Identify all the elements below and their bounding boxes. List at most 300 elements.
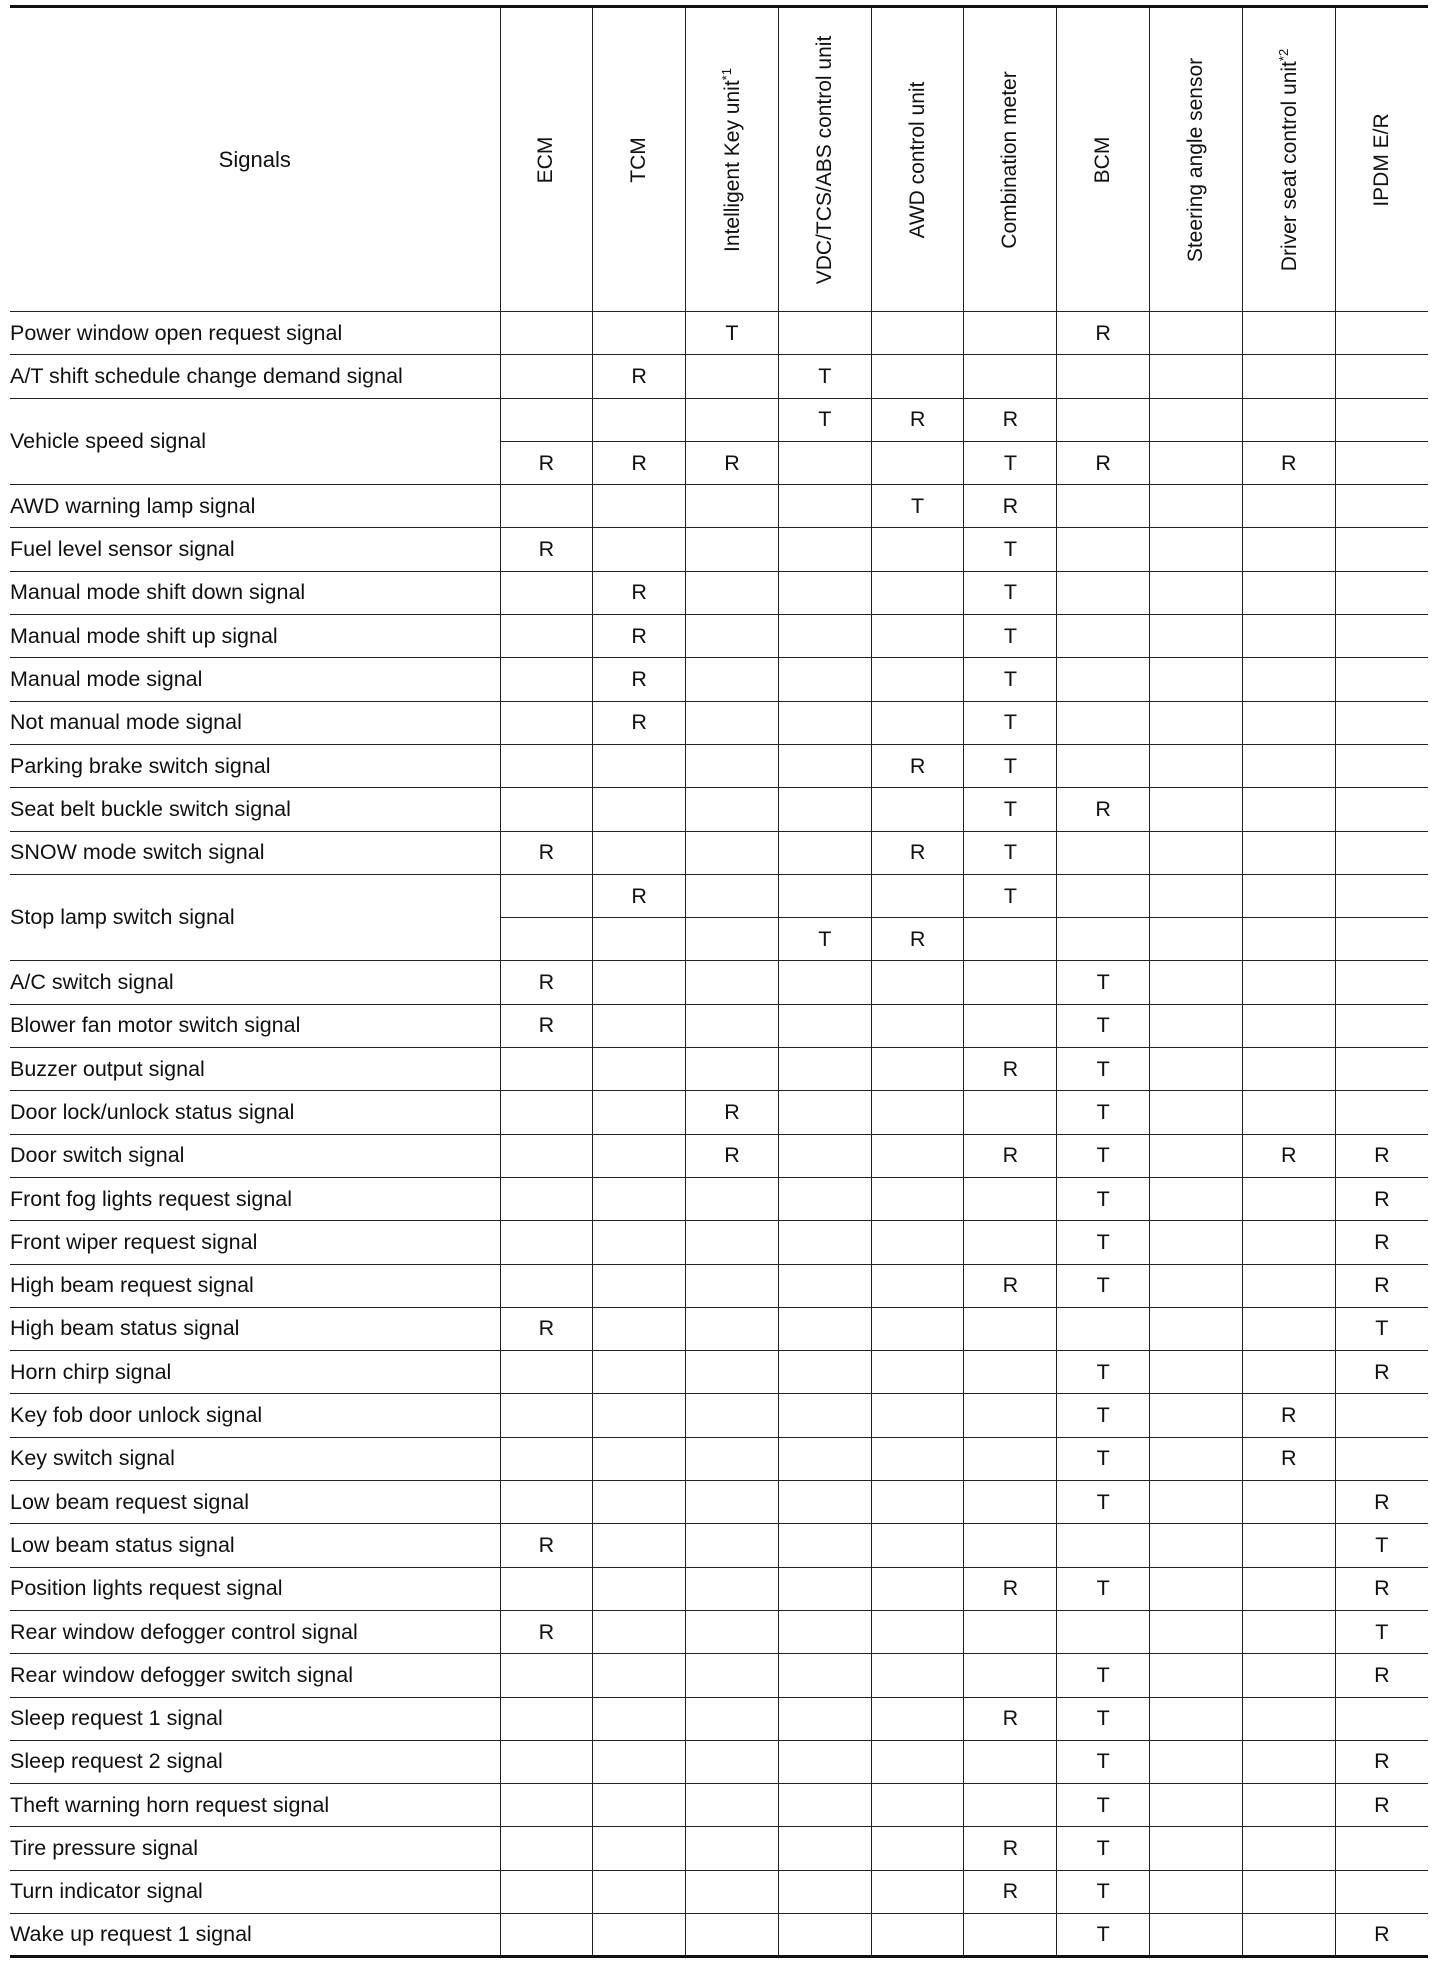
table-row	[10, 1481, 1428, 1524]
table-row	[10, 744, 1428, 787]
signal-cell: R	[1335, 1134, 1428, 1177]
signal-cell	[1335, 441, 1428, 484]
signal-cell	[778, 1654, 871, 1697]
signal-cell	[1242, 1307, 1335, 1350]
signal-cell	[1242, 615, 1335, 658]
signal-cell	[686, 1913, 779, 1956]
signal-cell: T	[964, 528, 1057, 571]
signal-cell	[500, 1654, 593, 1697]
signal-cell	[686, 831, 779, 874]
signal-cell	[871, 788, 964, 831]
signal-cell	[593, 918, 686, 961]
signal-cell	[593, 398, 686, 441]
signal-cell	[593, 1134, 686, 1177]
signal-cell	[964, 1091, 1057, 1134]
signal-cell	[871, 1784, 964, 1827]
signal-cell	[778, 1481, 871, 1524]
signal-cell	[593, 1740, 686, 1783]
signal-cell	[1150, 528, 1243, 571]
unit-name: AWD control unit	[905, 81, 929, 238]
signal-cell	[593, 1654, 686, 1697]
signal-cell	[1242, 831, 1335, 874]
signal-cell	[871, 1004, 964, 1047]
signal-cell	[871, 441, 964, 484]
signal-cell	[1150, 701, 1243, 744]
header-row	[10, 7, 1428, 312]
table-row	[10, 831, 1428, 874]
table-row	[10, 1351, 1428, 1394]
signal-cell: R	[1335, 1264, 1428, 1307]
signal-name: Buzzer output signal	[10, 1048, 500, 1091]
signal-cell	[778, 1177, 871, 1220]
signal-name: Theft warning horn request signal	[10, 1784, 500, 1827]
signal-name: Key fob door unlock signal	[10, 1394, 500, 1437]
signal-cell	[964, 1221, 1057, 1264]
signal-cell	[1242, 1004, 1335, 1047]
table-row	[10, 1437, 1428, 1480]
signal-cell	[778, 1394, 871, 1437]
signal-cell	[1335, 1048, 1428, 1091]
signal-cell: R	[593, 701, 686, 744]
unit-header	[871, 7, 964, 312]
signal-cell: R	[871, 744, 964, 787]
signal-cell: T	[1057, 1827, 1150, 1870]
signal-cell	[1150, 1177, 1243, 1220]
signal-cell: R	[686, 441, 779, 484]
signal-cell	[778, 485, 871, 528]
signal-name: Parking brake switch signal	[10, 744, 500, 787]
signal-cell	[1335, 961, 1428, 1004]
signal-cell: R	[500, 961, 593, 1004]
signal-cell	[964, 1913, 1057, 1956]
signal-cell	[1335, 658, 1428, 701]
signal-cell	[1242, 312, 1335, 355]
signal-cell	[1335, 1697, 1428, 1740]
signal-name: Not manual mode signal	[10, 701, 500, 744]
signal-cell	[871, 1697, 964, 1740]
signal-cell	[1150, 1394, 1243, 1437]
can-signal-table	[10, 5, 1428, 1958]
signal-name: Seat belt buckle switch signal	[10, 788, 500, 831]
signal-cell	[686, 1567, 779, 1610]
unit-name: Intelligent Key unit	[720, 79, 744, 252]
signal-cell	[1242, 701, 1335, 744]
signal-cell	[1150, 1307, 1243, 1350]
table-row	[10, 1394, 1428, 1437]
signal-name: Door lock/unlock status signal	[10, 1091, 500, 1134]
signal-cell	[1150, 1351, 1243, 1394]
unit-header	[500, 7, 593, 312]
signal-cell	[1242, 961, 1335, 1004]
signal-cell: T	[1057, 1437, 1150, 1480]
signal-cell	[1335, 398, 1428, 441]
table-row	[10, 485, 1428, 528]
unit-name: TCM	[627, 136, 651, 183]
signal-name: Front wiper request signal	[10, 1221, 500, 1264]
footnote-marker: *1	[718, 67, 734, 80]
signal-cell	[871, 1048, 964, 1091]
signal-cell	[778, 312, 871, 355]
signal-cell	[1335, 355, 1428, 398]
signal-name: Rear window defogger switch signal	[10, 1654, 500, 1697]
signal-cell	[871, 1610, 964, 1653]
signal-cell: R	[1242, 1437, 1335, 1480]
signal-cell: R	[964, 398, 1057, 441]
signal-cell	[1057, 658, 1150, 701]
signal-cell	[778, 1004, 871, 1047]
signal-cell	[871, 1437, 964, 1480]
table-row	[10, 1307, 1428, 1350]
signal-cell	[871, 1351, 964, 1394]
signal-cell	[1150, 1740, 1243, 1783]
signal-cell	[871, 1177, 964, 1220]
table-row	[10, 1221, 1428, 1264]
table-row	[10, 1004, 1428, 1047]
signal-cell	[686, 615, 779, 658]
signal-cell: T	[1057, 1221, 1150, 1264]
signal-name: Manual mode signal	[10, 658, 500, 701]
signal-cell	[1150, 918, 1243, 961]
signal-cell: R	[1335, 1351, 1428, 1394]
signal-cell	[778, 658, 871, 701]
signal-cell	[1150, 1134, 1243, 1177]
table-row	[10, 874, 1428, 917]
signal-cell	[871, 1870, 964, 1913]
signal-cell: R	[593, 441, 686, 484]
signal-cell	[871, 1264, 964, 1307]
signal-cell	[686, 1784, 779, 1827]
signal-cell	[778, 571, 871, 614]
signal-cell	[778, 1567, 871, 1610]
signal-cell: T	[871, 485, 964, 528]
signal-cell	[778, 1307, 871, 1350]
signal-cell	[1335, 918, 1428, 961]
signal-cell: R	[593, 571, 686, 614]
signal-cell	[593, 1437, 686, 1480]
signal-cell	[686, 788, 779, 831]
signal-cell	[1057, 918, 1150, 961]
signal-cell	[778, 615, 871, 658]
signal-cell	[964, 312, 1057, 355]
signal-cell	[778, 1437, 871, 1480]
signal-cell	[500, 701, 593, 744]
signal-cell	[871, 1827, 964, 1870]
signal-cell	[1242, 1264, 1335, 1307]
table-row	[10, 355, 1428, 398]
signal-cell	[1335, 788, 1428, 831]
signal-cell	[778, 1913, 871, 1956]
signal-cell	[1150, 1567, 1243, 1610]
unit-header-label	[719, 68, 745, 252]
signal-cell	[778, 1524, 871, 1567]
signal-cell	[1335, 1870, 1428, 1913]
signal-cell	[964, 1524, 1057, 1567]
signal-cell: R	[1335, 1481, 1428, 1524]
signal-cell	[1242, 1740, 1335, 1783]
signal-cell	[1150, 1437, 1243, 1480]
signal-cell	[593, 1481, 686, 1524]
signal-cell	[1150, 1221, 1243, 1264]
signal-cell	[593, 961, 686, 1004]
footnote-marker: *2	[1275, 48, 1291, 61]
signal-cell	[1242, 1654, 1335, 1697]
signal-cell: T	[1057, 1740, 1150, 1783]
signal-cell	[1242, 874, 1335, 917]
unit-header	[778, 7, 871, 312]
table-row	[10, 571, 1428, 614]
signal-cell	[1057, 528, 1150, 571]
signal-cell	[1242, 1784, 1335, 1827]
signal-cell	[500, 1784, 593, 1827]
unit-header-label	[1091, 136, 1115, 183]
signal-cell	[1242, 788, 1335, 831]
table-row	[10, 1091, 1428, 1134]
signal-cell: T	[964, 788, 1057, 831]
signal-cell	[778, 1091, 871, 1134]
signal-cell	[964, 961, 1057, 1004]
signal-cell	[1150, 874, 1243, 917]
signal-cell	[871, 701, 964, 744]
signal-cell: R	[500, 528, 593, 571]
table-row	[10, 1697, 1428, 1740]
signal-cell: T	[1335, 1307, 1428, 1350]
signal-cell	[500, 1177, 593, 1220]
unit-header	[1150, 7, 1243, 312]
unit-header	[1335, 7, 1428, 312]
signal-name: Manual mode shift down signal	[10, 571, 500, 614]
signal-cell	[593, 1004, 686, 1047]
signal-cell	[686, 1654, 779, 1697]
signal-name: SNOW mode switch signal	[10, 831, 500, 874]
unit-header-label	[1370, 113, 1394, 206]
table-row	[10, 658, 1428, 701]
signal-cell	[500, 1134, 593, 1177]
unit-header	[593, 7, 686, 312]
signal-cell: T	[964, 615, 1057, 658]
unit-name: BCM	[1091, 136, 1115, 183]
signal-cell	[1057, 355, 1150, 398]
signal-cell	[1242, 1048, 1335, 1091]
signal-cell: R	[500, 1307, 593, 1350]
signal-cell	[1335, 312, 1428, 355]
signal-cell	[500, 1221, 593, 1264]
signal-cell	[778, 961, 871, 1004]
signal-cell: T	[964, 658, 1057, 701]
table-row	[10, 1567, 1428, 1610]
signal-cell	[1335, 831, 1428, 874]
signal-cell: T	[1057, 1481, 1150, 1524]
signal-cell	[500, 1913, 593, 1956]
signal-cell: T	[1057, 1048, 1150, 1091]
signal-cell	[686, 571, 779, 614]
signal-cell	[871, 1654, 964, 1697]
signal-cell: R	[593, 355, 686, 398]
signal-cell	[1242, 485, 1335, 528]
signal-cell	[686, 355, 779, 398]
signal-cell	[593, 1827, 686, 1870]
signal-cell: T	[1057, 1870, 1150, 1913]
signal-name: Rear window defogger control signal	[10, 1610, 500, 1653]
signal-cell: R	[964, 1048, 1057, 1091]
signal-cell	[778, 1264, 871, 1307]
signal-cell	[500, 918, 593, 961]
signal-cell	[1057, 485, 1150, 528]
signal-cell	[593, 1913, 686, 1956]
signal-cell	[1335, 485, 1428, 528]
signal-name: Power window open request signal	[10, 312, 500, 355]
signal-cell: T	[1057, 1697, 1150, 1740]
table-row	[10, 1524, 1428, 1567]
signal-cell	[686, 1697, 779, 1740]
signal-cell	[871, 1134, 964, 1177]
signal-cell	[686, 1610, 779, 1653]
signal-cell	[1242, 1481, 1335, 1524]
signal-cell: R	[1242, 441, 1335, 484]
signal-cell	[1150, 1870, 1243, 1913]
signal-cell	[1335, 615, 1428, 658]
signal-cell: T	[964, 874, 1057, 917]
signal-cell	[686, 528, 779, 571]
signal-cell: R	[686, 1091, 779, 1134]
signal-cell: T	[1057, 1004, 1150, 1047]
signal-cell: R	[1335, 1177, 1428, 1220]
signal-cell	[778, 1610, 871, 1653]
signal-cell	[686, 1524, 779, 1567]
unit-name: Combination meter	[998, 70, 1022, 249]
signal-cell	[500, 1351, 593, 1394]
signal-cell	[964, 1437, 1057, 1480]
signal-cell	[500, 744, 593, 787]
signal-cell	[1150, 355, 1243, 398]
signal-cell	[871, 528, 964, 571]
table-row	[10, 1784, 1428, 1827]
signal-cell	[593, 528, 686, 571]
signal-name: Manual mode shift up signal	[10, 615, 500, 658]
signal-cell: T	[1057, 1351, 1150, 1394]
signal-cell: R	[964, 1697, 1057, 1740]
table-row	[10, 1870, 1428, 1913]
signal-cell	[964, 1004, 1057, 1047]
signal-cell	[686, 1264, 779, 1307]
signal-cell	[593, 1264, 686, 1307]
signal-cell	[871, 1221, 964, 1264]
signal-cell	[1242, 918, 1335, 961]
signal-cell	[1335, 1091, 1428, 1134]
table-row	[10, 1654, 1428, 1697]
signal-name: Stop lamp switch signal	[10, 874, 500, 961]
signal-cell	[778, 1048, 871, 1091]
signal-cell	[593, 1697, 686, 1740]
signal-cell	[778, 1740, 871, 1783]
signal-cell	[1242, 1351, 1335, 1394]
table-row	[10, 701, 1428, 744]
signal-name: Low beam request signal	[10, 1481, 500, 1524]
signal-cell	[593, 831, 686, 874]
signal-cell: T	[778, 918, 871, 961]
signal-cell: R	[964, 1870, 1057, 1913]
table-row	[10, 398, 1428, 441]
signal-cell	[686, 1740, 779, 1783]
signal-cell	[686, 1827, 779, 1870]
signal-cell: R	[593, 874, 686, 917]
signal-name: High beam request signal	[10, 1264, 500, 1307]
signal-cell	[1335, 528, 1428, 571]
signal-cell: R	[500, 1004, 593, 1047]
unit-header-label	[1184, 57, 1208, 261]
signal-cell: R	[1057, 441, 1150, 484]
table-row	[10, 312, 1428, 355]
signal-cell	[1150, 788, 1243, 831]
signal-name: Key switch signal	[10, 1437, 500, 1480]
signal-cell	[593, 1524, 686, 1567]
signal-cell	[686, 1437, 779, 1480]
signal-cell	[964, 355, 1057, 398]
signal-cell	[778, 1134, 871, 1177]
unit-header	[1057, 7, 1150, 312]
signal-cell: R	[964, 1134, 1057, 1177]
signal-cell	[1242, 658, 1335, 701]
signal-cell	[964, 1307, 1057, 1350]
signal-cell	[1150, 658, 1243, 701]
signal-cell	[871, 312, 964, 355]
signal-cell	[871, 1740, 964, 1783]
signal-cell: R	[964, 1827, 1057, 1870]
signal-cell	[1335, 1394, 1428, 1437]
signal-cell	[1150, 1697, 1243, 1740]
signal-cell: T	[964, 744, 1057, 787]
signal-cell: R	[500, 1524, 593, 1567]
signal-cell: R	[1057, 788, 1150, 831]
signal-cell	[1150, 1610, 1243, 1653]
table-row	[10, 1610, 1428, 1653]
table-row	[10, 1827, 1428, 1870]
signal-cell	[593, 485, 686, 528]
signal-cell	[778, 1827, 871, 1870]
signal-cell	[964, 1177, 1057, 1220]
signal-cell	[1150, 1913, 1243, 1956]
signal-cell	[1150, 441, 1243, 484]
signal-cell: T	[964, 441, 1057, 484]
signal-cell	[593, 788, 686, 831]
signal-cell	[686, 1177, 779, 1220]
signal-cell: R	[500, 1610, 593, 1653]
signal-cell	[593, 312, 686, 355]
unit-name: Steering angle sensor	[1183, 57, 1207, 262]
signal-cell	[1057, 744, 1150, 787]
signal-cell	[500, 1437, 593, 1480]
signal-cell	[964, 1740, 1057, 1783]
signal-cell: T	[1057, 1913, 1150, 1956]
signal-cell: T	[1057, 1654, 1150, 1697]
signal-cell	[500, 485, 593, 528]
signal-cell	[1057, 1524, 1150, 1567]
signal-cell: R	[871, 831, 964, 874]
signal-cell	[1150, 1264, 1243, 1307]
signal-cell	[1242, 1610, 1335, 1653]
signal-cell: R	[871, 918, 964, 961]
signal-cell	[1057, 615, 1150, 658]
signal-cell: R	[1335, 1784, 1428, 1827]
signal-cell	[871, 615, 964, 658]
signal-name: Low beam status signal	[10, 1524, 500, 1567]
signal-cell: R	[593, 658, 686, 701]
signal-cell: R	[871, 398, 964, 441]
signal-cell: T	[964, 831, 1057, 874]
signal-cell	[500, 874, 593, 917]
signal-name: Sleep request 1 signal	[10, 1697, 500, 1740]
unit-header	[686, 7, 779, 312]
signal-cell	[871, 1394, 964, 1437]
